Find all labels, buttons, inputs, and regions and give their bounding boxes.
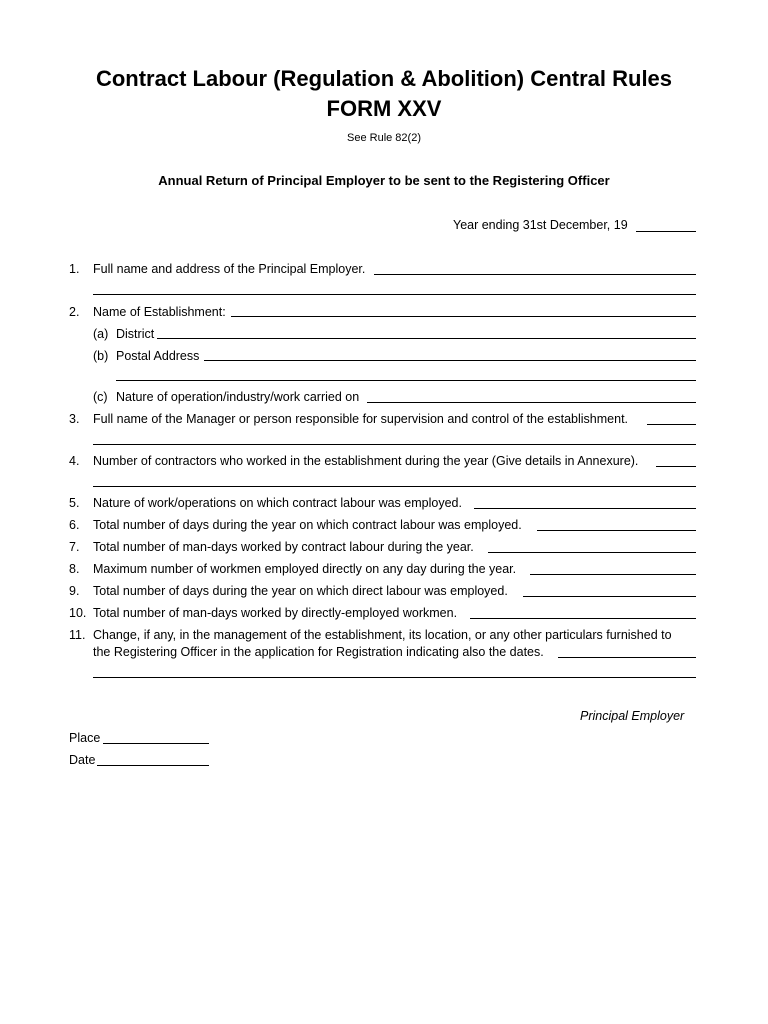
direct-labour-days-blank[interactable] [523, 596, 696, 597]
signature-label: Principal Employer [580, 709, 685, 723]
subitem-letter: (c) [93, 390, 108, 404]
max-workmen-label: Maximum number of workmen employed directly on any day during the year. [93, 562, 517, 576]
contractors-count-blank-2[interactable] [93, 486, 696, 487]
item-number: 11. [69, 628, 86, 642]
contract-man-days-label: Total number of man-days worked by contract labour during the year. [93, 540, 474, 554]
form-number: FORM XXV [326, 96, 442, 121]
postal-address-label: Postal Address [116, 349, 200, 363]
place-label: Place [69, 731, 101, 745]
item-number: 3. [69, 412, 80, 426]
nature-of-operation-label: Nature of operation/industry/work carried on [116, 390, 360, 404]
contract-labour-days-blank[interactable] [537, 530, 696, 531]
item-number: 1. [69, 262, 80, 276]
item-number: 2. [69, 305, 80, 319]
subitem-letter: (a) [93, 327, 109, 341]
contractors-count-blank[interactable] [656, 466, 696, 467]
nature-of-work-label: Nature of work/operations on which contract labour was employed. [93, 496, 462, 510]
establishment-name-blank[interactable] [231, 316, 696, 317]
direct-labour-days-label: Total number of days during the year on which direct labour was employed. [93, 584, 508, 598]
item-number: 10. [69, 606, 87, 620]
item-number: 7. [69, 540, 80, 554]
direct-man-days-blank[interactable] [470, 618, 696, 619]
principal-employer-blank[interactable] [374, 274, 696, 275]
nature-of-work-blank[interactable] [474, 508, 696, 509]
principal-employer-blank-2[interactable] [93, 294, 696, 295]
year-ending-label: Year ending 31st December, 19 [453, 218, 628, 232]
item-number: 8. [69, 562, 80, 576]
postal-address-blank-2[interactable] [116, 380, 696, 381]
contract-labour-days-label: Total number of days during the year on which contract labour was employed. [93, 518, 522, 532]
postal-address-blank[interactable] [204, 360, 696, 361]
manager-name-label: Full name of the Manager or person responsible for supervision and control of the establishment. [93, 412, 629, 426]
management-change-blank[interactable] [558, 657, 696, 658]
management-change-label-2: the Registering Officer in the application for Registration indicating also the dates. [93, 645, 544, 659]
district-blank[interactable] [157, 338, 696, 339]
item-number: 9. [69, 584, 80, 598]
see-rule: See Rule 82(2) [347, 132, 421, 144]
item-number: 6. [69, 518, 80, 532]
management-change-blank-2[interactable] [93, 677, 696, 678]
contract-man-days-blank[interactable] [488, 552, 696, 553]
date-blank[interactable] [97, 765, 209, 766]
nature-of-operation-blank[interactable] [367, 402, 696, 403]
direct-man-days-label: Total number of man-days worked by directly-employed workmen. [93, 606, 458, 620]
place-blank[interactable] [103, 743, 209, 744]
max-workmen-blank[interactable] [530, 574, 696, 575]
contractors-count-label: Number of contractors who worked in the establishment during the year (Give details in Annexure). [93, 454, 639, 468]
item-number: 5. [69, 496, 80, 510]
establishment-name-label: Name of Establishment: [93, 305, 226, 319]
principal-employer-label: Full name and address of the Principal Employer. [93, 262, 366, 276]
date-label: Date [69, 753, 96, 767]
district-label: District [116, 327, 155, 341]
manager-name-blank[interactable] [647, 424, 696, 425]
return-heading: Annual Return of Principal Employer to be sent to the Registering Officer [158, 173, 610, 188]
item-number: 4. [69, 454, 80, 468]
manager-name-blank-2[interactable] [93, 444, 696, 445]
form-title: Contract Labour (Regulation & Abolition) Central Rules [95, 66, 673, 91]
year-ending-blank[interactable] [636, 231, 696, 232]
management-change-label: Change, if any, in the management of the establishment, its location, or any other particulars furnished to [93, 628, 672, 642]
subitem-letter: (b) [93, 349, 109, 363]
